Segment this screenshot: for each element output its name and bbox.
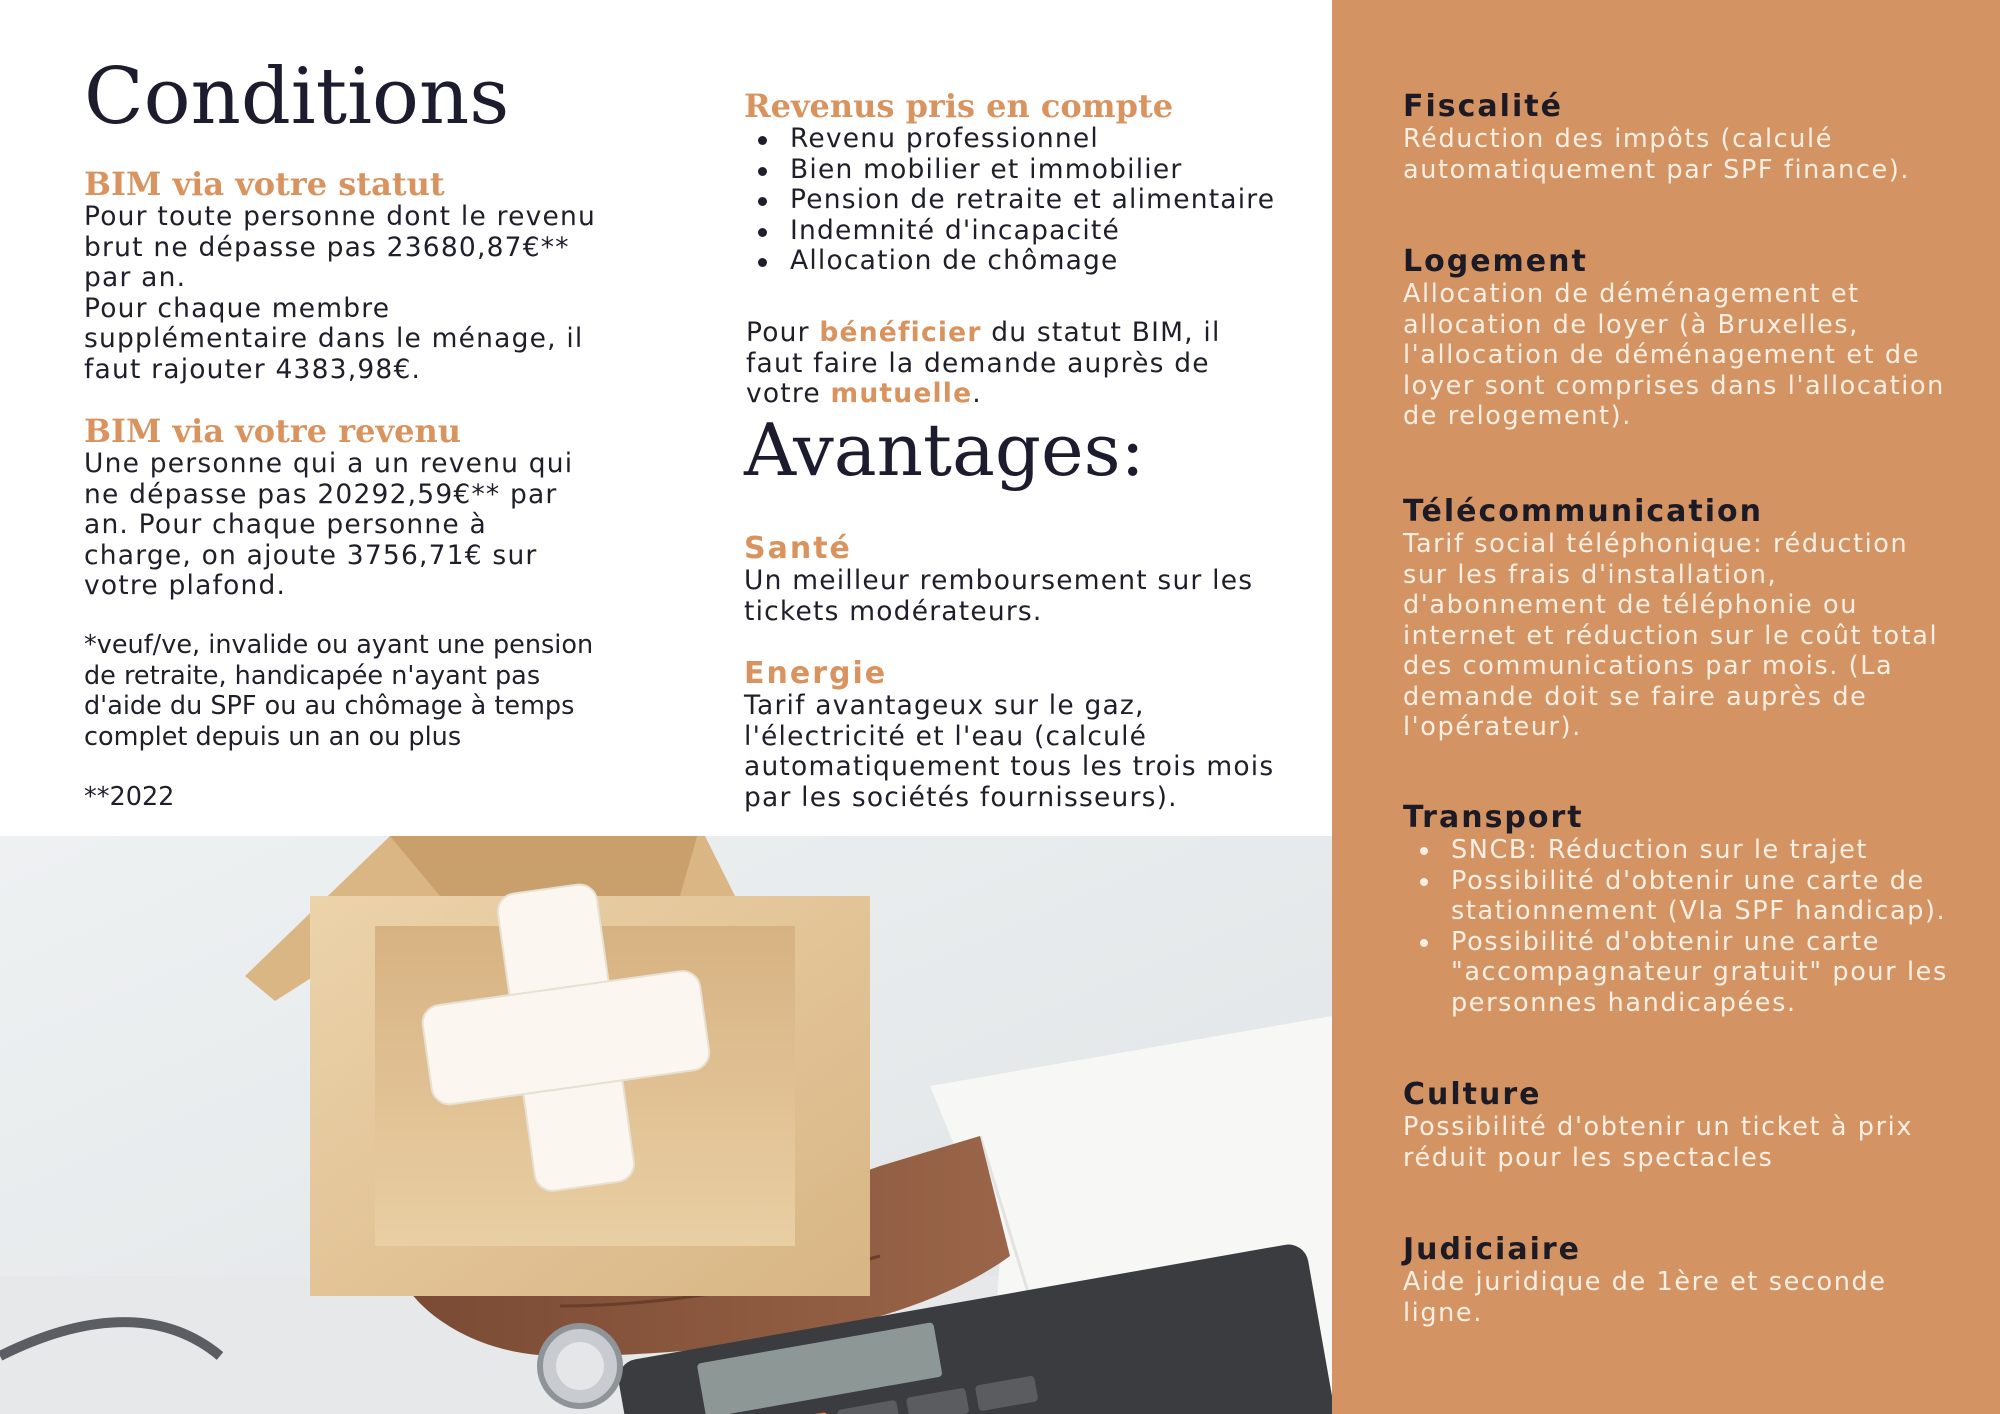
list-item bbox=[1403, 835, 1948, 866]
text-line: Tarif avantageux sur le gaz, bbox=[744, 690, 1145, 721]
transport-list bbox=[1403, 835, 1948, 1018]
revenus-list bbox=[744, 124, 1275, 277]
text-line: réduit pour les spectacles bbox=[1403, 1142, 1774, 1173]
text-line: ne dépasse pas 20292,59€** par bbox=[84, 478, 558, 510]
text-line: *veuf/ve, invalide ou ayant une pension bbox=[84, 630, 594, 660]
text-line: sur les frais d'installation, bbox=[1403, 559, 1778, 590]
text-line: loyer sont comprises dans l'allocation bbox=[1403, 370, 1945, 401]
revenu-section bbox=[84, 413, 573, 602]
text-line: l'électricité et l'eau (calculé bbox=[744, 720, 1148, 752]
text-line: d'abonnement de téléphonie ou bbox=[1403, 590, 1859, 620]
text-line: d'aide du SPF ou au chômage à temps bbox=[84, 691, 575, 721]
text-line: Allocation de déménagement et bbox=[1403, 279, 1860, 309]
judiciaire-body bbox=[1403, 1267, 1887, 1328]
mutuelle-emphasis: mutuelle bbox=[830, 378, 973, 409]
text-line: faut faire la demande auprès de bbox=[746, 347, 1210, 379]
text-line: personnes handicapées. bbox=[1451, 987, 1797, 1018]
sante-section bbox=[744, 532, 1253, 627]
beneficier-paragraph bbox=[746, 318, 1221, 410]
text-line: l'opérateur). bbox=[1403, 712, 1582, 742]
list-item bbox=[1403, 866, 1948, 927]
text-line: SNCB: Réduction sur le trajet bbox=[1451, 835, 1869, 865]
energie-body bbox=[744, 691, 1274, 813]
beneficier-emphasis: bénéficier bbox=[819, 317, 982, 348]
text-run: votre bbox=[746, 378, 831, 409]
text-line: Aide juridique de 1ère et seconde bbox=[1403, 1267, 1887, 1297]
revenu-heading: BIM via votre revenu bbox=[84, 412, 461, 450]
statut-section bbox=[84, 166, 596, 385]
energie-section bbox=[744, 657, 1274, 813]
text-line: par an. bbox=[84, 262, 187, 293]
judiciaire-section bbox=[1403, 1233, 1887, 1328]
list-item bbox=[1403, 927, 1948, 1019]
logement-body bbox=[1403, 279, 1945, 432]
revenus-heading: Revenus pris en compte bbox=[744, 87, 1174, 125]
text-run: . bbox=[972, 378, 982, 409]
culture-section bbox=[1403, 1078, 1913, 1173]
transport-heading: Transport bbox=[1403, 800, 1584, 835]
text-line: Pour chaque membre bbox=[84, 292, 391, 324]
footnote-year: **2022 bbox=[84, 782, 175, 812]
list-item: Revenu professionnel bbox=[744, 124, 1275, 155]
transport-section bbox=[1403, 801, 1948, 1018]
text-line: internet et réduction sur le coût total bbox=[1403, 620, 1939, 651]
text-line: stationnement (VIa SPF handicap). bbox=[1451, 896, 1947, 926]
conditions-title: Conditions bbox=[84, 52, 510, 142]
telecom-body bbox=[1403, 529, 1938, 743]
logement-section bbox=[1403, 245, 1945, 432]
fiscalite-section bbox=[1403, 90, 1910, 185]
text-line: Tarif social téléphonique: réduction bbox=[1403, 529, 1909, 559]
culture-body bbox=[1403, 1112, 1913, 1173]
list-item: Bien mobilier et immobilier bbox=[744, 155, 1275, 186]
text-line: allocation de loyer (à Bruxelles, bbox=[1403, 309, 1859, 340]
fiscalite-heading: Fiscalité bbox=[1403, 89, 1563, 124]
text-run: Pour bbox=[746, 317, 820, 348]
fiscalite-body bbox=[1403, 124, 1910, 185]
judiciaire-heading: Judiciaire bbox=[1403, 1232, 1582, 1267]
avantages-title: Avantages: bbox=[744, 408, 1145, 492]
telecom-section bbox=[1403, 495, 1938, 743]
statut-body bbox=[84, 202, 596, 385]
statut-heading: BIM via votre statut bbox=[84, 165, 445, 203]
text-line: de relogement). bbox=[1403, 401, 1632, 431]
text-line: Pour toute personne dont le revenu bbox=[84, 201, 596, 232]
text-line: charge, on ajoute 3756,71€ sur bbox=[84, 539, 538, 571]
text-line: faut rajouter 4383,98€. bbox=[84, 353, 422, 385]
text-line: automatiquement par SPF finance). bbox=[1403, 154, 1911, 185]
text-line: Possibilité d'obtenir un ticket à prix bbox=[1403, 1112, 1914, 1142]
text-line: demande doit se faire auprès de bbox=[1403, 681, 1868, 712]
text-line: an. Pour chaque personne à bbox=[84, 509, 487, 540]
text-line: Une personne qui a un revenu qui bbox=[84, 448, 574, 479]
text-line: complet depuis un an ou plus bbox=[84, 721, 462, 752]
text-line bbox=[746, 318, 1221, 349]
list-item: Pension de retraite et alimentaire bbox=[744, 185, 1275, 216]
energie-heading: Energie bbox=[744, 656, 888, 691]
text-line: des communications par mois. (La bbox=[1403, 651, 1894, 681]
sante-body bbox=[744, 566, 1253, 627]
revenu-body bbox=[84, 449, 573, 602]
text-line: Réduction des impôts (calculé bbox=[1403, 124, 1833, 154]
sante-heading: Santé bbox=[744, 531, 852, 566]
text-run: du statut BIM, il bbox=[981, 317, 1221, 348]
logement-heading: Logement bbox=[1403, 244, 1588, 279]
text-line: "accompagnateur gratuit" pour les bbox=[1451, 957, 1948, 987]
text-line: supplémentaire dans le ménage, il bbox=[84, 323, 584, 354]
text-line: automatiquement tous les trois mois bbox=[744, 751, 1275, 782]
revenus-section bbox=[744, 88, 1275, 277]
telecom-heading: Télécommunication bbox=[1403, 494, 1763, 529]
culture-heading: Culture bbox=[1403, 1077, 1542, 1112]
text-line: par les sociétés fournisseurs). bbox=[744, 781, 1178, 813]
text-line: tickets modérateurs. bbox=[744, 595, 1043, 627]
list-item: Allocation de chômage bbox=[744, 246, 1275, 277]
text-line: de retraite, handicapée n'ayant pas bbox=[84, 660, 541, 691]
text-line: ligne. bbox=[1403, 1297, 1483, 1328]
text-line: l'allocation de déménagement et de bbox=[1403, 340, 1920, 370]
footnote-status bbox=[84, 630, 593, 752]
list-item: Indemnité d'incapacité bbox=[744, 216, 1275, 247]
text-line: Un meilleur remboursement sur les bbox=[744, 565, 1254, 596]
text-line: Possibilité d'obtenir une carte de bbox=[1451, 865, 1925, 896]
text-line: brut ne dépasse pas 23680,87€** bbox=[84, 231, 570, 263]
house-hand-illustration bbox=[0, 836, 1332, 1414]
text-line: votre plafond. bbox=[84, 570, 287, 601]
health-house-photo bbox=[0, 836, 1332, 1414]
text-line: Possibilité d'obtenir une carte bbox=[1451, 926, 1880, 957]
